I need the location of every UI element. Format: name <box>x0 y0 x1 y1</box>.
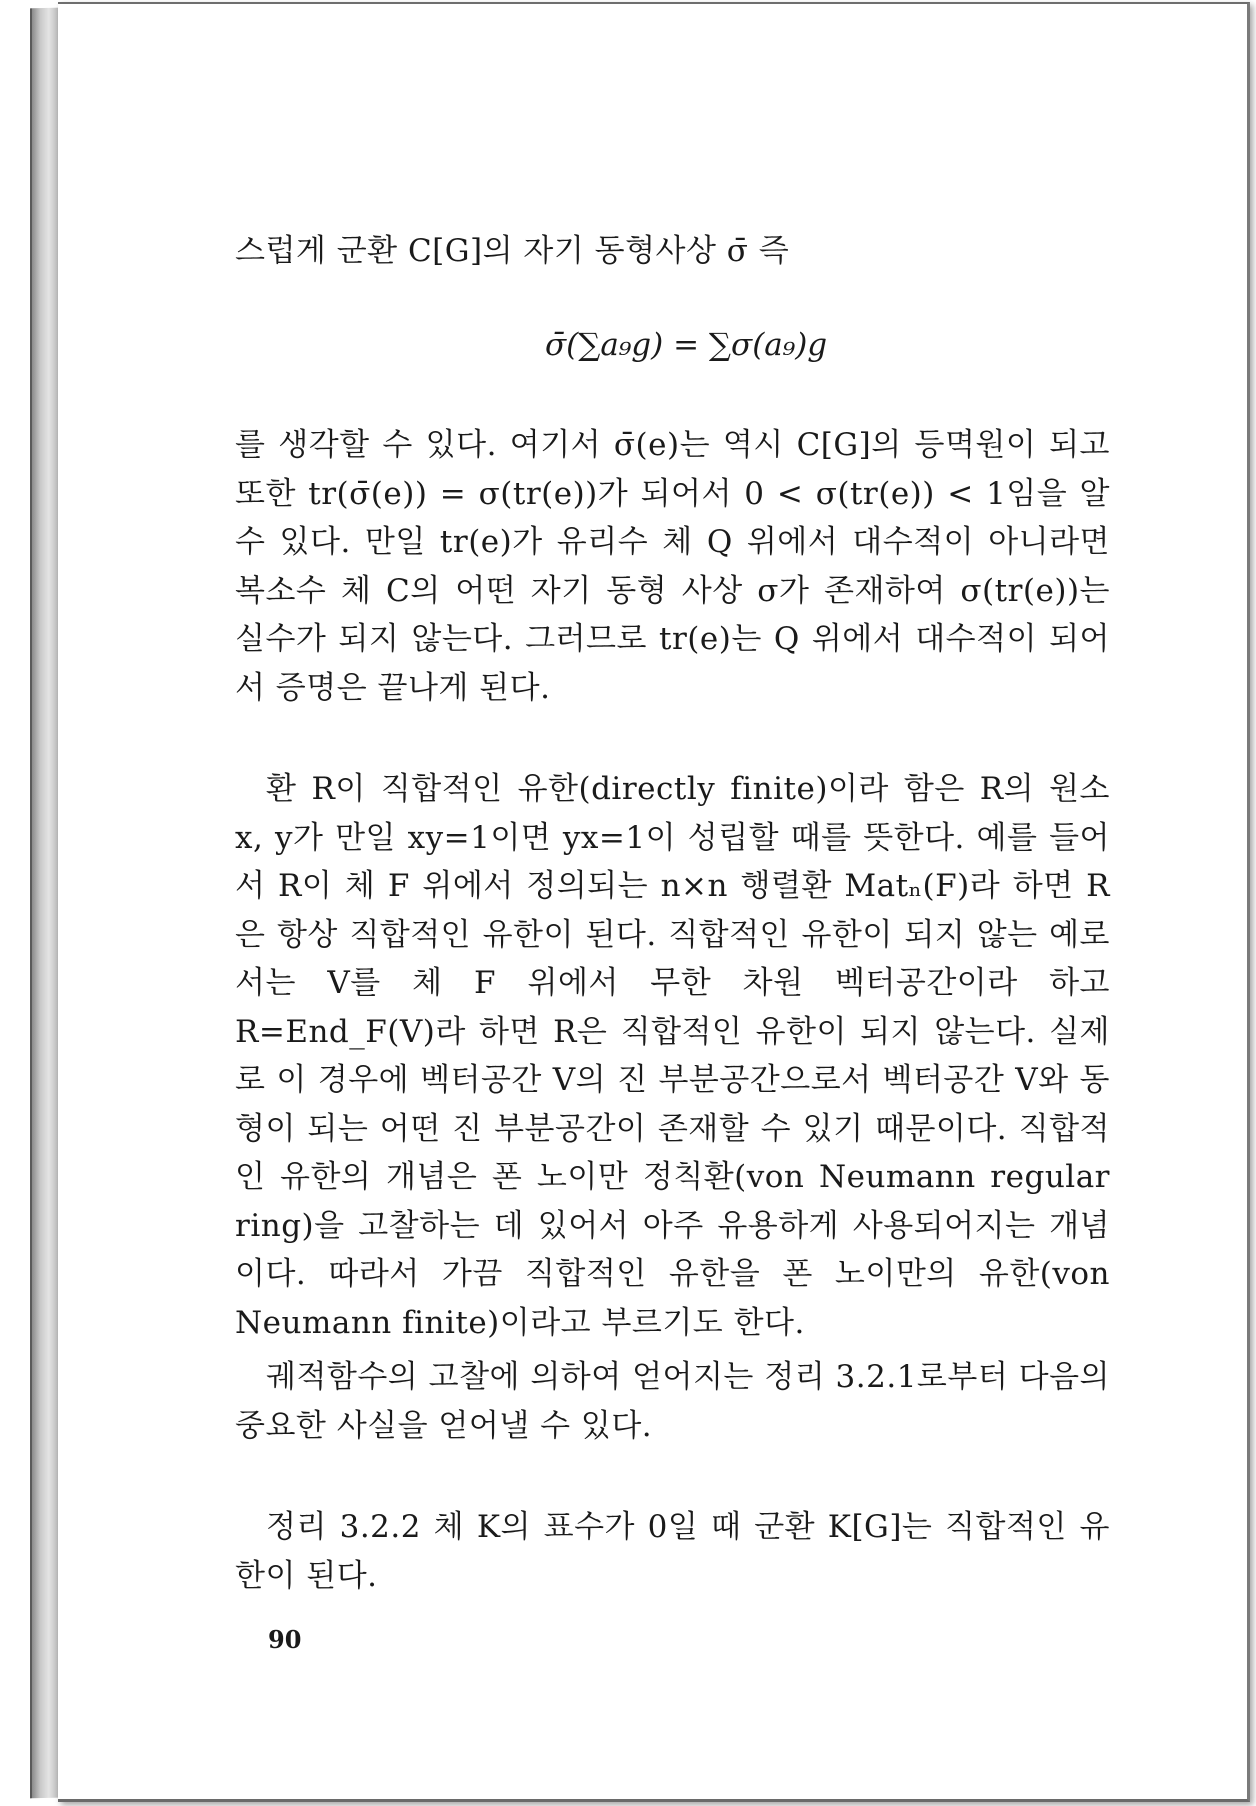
page-number: 90 <box>268 1625 302 1654</box>
intro-line: 스럽게 군환 C[G]의 자기 동형사상 σ̄ 즉 <box>235 233 790 269</box>
paragraph-proof-end: 를 생각할 수 있다. 여기서 σ̄(e)는 역시 C[G]의 등멱원이 되고 또한 tr(σ̄(e)) = σ(tr(e))가 되어서 0 < σ(tr(e)) < 1임을 알 수 있다. 만일 tr(e)가 유리수 체 Q 위에서 대수적이 아니라면 복소수 체 C의 어떤 자기 동형 사상 σ가 존재하여 σ(tr(e))는 실수가 되지 않는다. 그러므로 tr(e)는 Q 위에서 대수적이 되어서 증명은 끝나게 된다. <box>235 427 1110 706</box>
book-spine <box>30 8 60 1799</box>
paragraph-trace-function: 궤적함수의 고찰에 의하여 얻어지는 정리 3.2.1로부터 다음의 중요한 사실을 얻어낼 수 있다. <box>235 1359 1110 1444</box>
theorem-3-2-2: 정리 3.2.2 체 K의 표수가 0일 때 군환 K[G]는 직합적인 유한이 된다. <box>235 1509 1110 1594</box>
paragraph-directly-finite: 환 R이 직합적인 유한(directly finite)이라 함은 R의 원소 x, y가 만일 xy=1이면 yx=1이 성립할 때를 뜻한다. 예를 들어서 R이 체 F 위에서 정의되는 n×n 행렬환 Matₙ(F)라 하면 R은 항상 직합적인 유한이 된다. 직합적인 유한이 되지 않는 예로서는 V를 체 F 위에서 무한 차원 벡터공간이라 하고 R=End_F(V)라 하면 R은 직합적인 유한이 되지 않는다. 실제로 이 경우에 벡터공간 V의 진 부분공간으로서 벡터공간 V와 동형이 되는 어떤 진 부분공간이 존재할 수 있기 때문이다. 직합적인 유한의 개념은 폰 노이만 정칙환(von Neumann regular ring)을 고찰하는 데 있어서 아주 유용하게 사용되어지는 개념이다. 따라서 가끔 직합적인 유한을 폰 노이만의 유한(von Neumann finite)이라고 부르기도 한다. <box>235 771 1110 1341</box>
equation: σ̄(∑a₉g) = ∑σ(a₉)g <box>545 327 828 363</box>
